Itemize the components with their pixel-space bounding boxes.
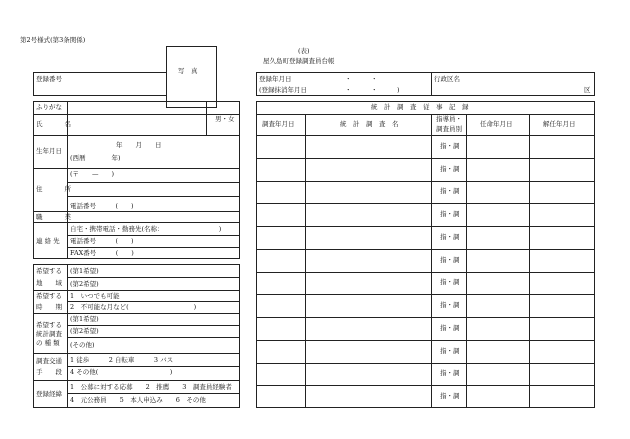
record-row-role: 指・調 — [440, 301, 460, 310]
record-row-role: 指・調 — [440, 323, 460, 332]
col-survey-name: 統 計 調 査 名 — [340, 120, 399, 128]
time-option-2: 2 不可能な月など( ) — [70, 303, 197, 311]
record-row-role: 指・調 — [440, 278, 460, 287]
reason-option-2: 4 元公務員 5 本人申込み 6 その他 — [70, 396, 206, 404]
area-label-1: 希望する — [36, 267, 62, 275]
survey-label-2: 統計調査 — [36, 330, 62, 338]
photo-box — [166, 46, 217, 108]
name-label: 氏 名 — [36, 120, 74, 128]
district-suffix: 区 — [584, 86, 591, 94]
record-row-divider — [256, 272, 595, 273]
sex-value: 男・女 — [215, 115, 235, 123]
record-row-role: 指・調 — [440, 141, 460, 150]
omote-label: (表) — [298, 47, 310, 55]
contact-phone: 電話番号 ( ) — [70, 237, 134, 245]
registration-number-label: 登録番号 — [36, 75, 62, 83]
col-role-1: 指導員・ — [436, 115, 462, 123]
area-label-2: 地 域 — [36, 279, 62, 287]
deregistration-date-dots: ・ ・ ) — [345, 86, 400, 94]
survey-option-3: (その他) — [70, 341, 95, 349]
time-label-2: 時 期 — [36, 303, 62, 311]
record-row-divider — [256, 203, 595, 204]
transport-label-2: 手 段 — [36, 368, 62, 376]
contact-label: 連 絡 先 — [36, 237, 60, 245]
col-appointed-date: 任命年月日 — [480, 120, 513, 128]
record-row-divider — [256, 363, 595, 364]
record-row-divider — [256, 385, 595, 386]
document-title: 屋久島町登録調査員台帳 — [263, 57, 335, 65]
col-dismissed-date: 解任年月日 — [543, 120, 576, 128]
contact-fax: FAX番号 ( ) — [70, 249, 134, 257]
contact-home: 自宅・携帯電話・勤務先(名称： ) — [70, 225, 222, 233]
record-row-divider — [256, 249, 595, 250]
transport-option-2: 4 その他( ) — [70, 368, 173, 376]
occupation-label: 職 業 — [36, 213, 74, 221]
reason-label: 登録経緯 — [36, 390, 62, 398]
record-row-divider — [256, 317, 595, 318]
col-survey-date: 調査年月日 — [262, 120, 295, 128]
photo-label: 写 真 — [178, 67, 198, 75]
record-title: 統 計 調 査 従 事 記 録 — [371, 103, 469, 111]
col-role-2: 調査員別 — [436, 125, 462, 133]
record-row-role: 指・調 — [440, 392, 460, 401]
survey-option-1: (第1希望) — [70, 315, 99, 323]
survey-label-1: 希望する — [36, 321, 62, 329]
form-number: 第2号様式(第3条関係) — [20, 36, 86, 44]
district-label: 行政区名 — [434, 75, 460, 83]
birth-date-seireki: (西暦 年) — [70, 154, 121, 162]
record-row-divider — [256, 226, 595, 227]
record-row-role: 指・調 — [440, 346, 460, 355]
record-row-divider — [256, 181, 595, 182]
area-option-2: (第2希望) — [70, 280, 99, 288]
reason-option-1: 1 公募に対する応募 2 推薦 3 調査員経験者 — [70, 383, 232, 391]
birth-date-ymd: 年 月 日 — [116, 141, 162, 149]
record-row-role: 指・調 — [440, 164, 460, 173]
transport-label-1: 調査交通 — [36, 357, 62, 365]
record-row-role: 指・調 — [440, 210, 460, 219]
survey-option-2: (第2希望) — [70, 327, 99, 335]
record-row-role: 指・調 — [440, 369, 460, 378]
birth-date-label: 生年月日 — [36, 147, 62, 155]
postal-code: (〒 — ) — [70, 170, 115, 178]
registration-date-label: 登録年月日 — [259, 75, 292, 83]
record-row-role: 指・調 — [440, 255, 460, 264]
survey-label-3: の 種 類 — [36, 339, 60, 347]
furigana-label: ふりがな — [36, 103, 62, 111]
record-row-role: 指・調 — [440, 187, 460, 196]
transport-option-1: 1 徒歩 2 自転車 3 バス — [70, 356, 174, 364]
deregistration-date-label: (登録抹消年月日 — [259, 86, 308, 94]
area-option-1: (第1希望) — [70, 267, 99, 275]
registration-date-dots: ・ ・ — [345, 75, 378, 83]
address-phone: 電話番号 ( ) — [70, 202, 134, 210]
time-option-1: 1 いつでも可能 — [70, 292, 120, 300]
record-row-divider — [256, 158, 595, 159]
address-label: 住 所 — [36, 185, 74, 193]
time-label-1: 希望する — [36, 292, 62, 300]
record-row-divider — [256, 294, 595, 295]
record-row-role: 指・調 — [440, 232, 460, 241]
record-row-divider — [256, 340, 595, 341]
